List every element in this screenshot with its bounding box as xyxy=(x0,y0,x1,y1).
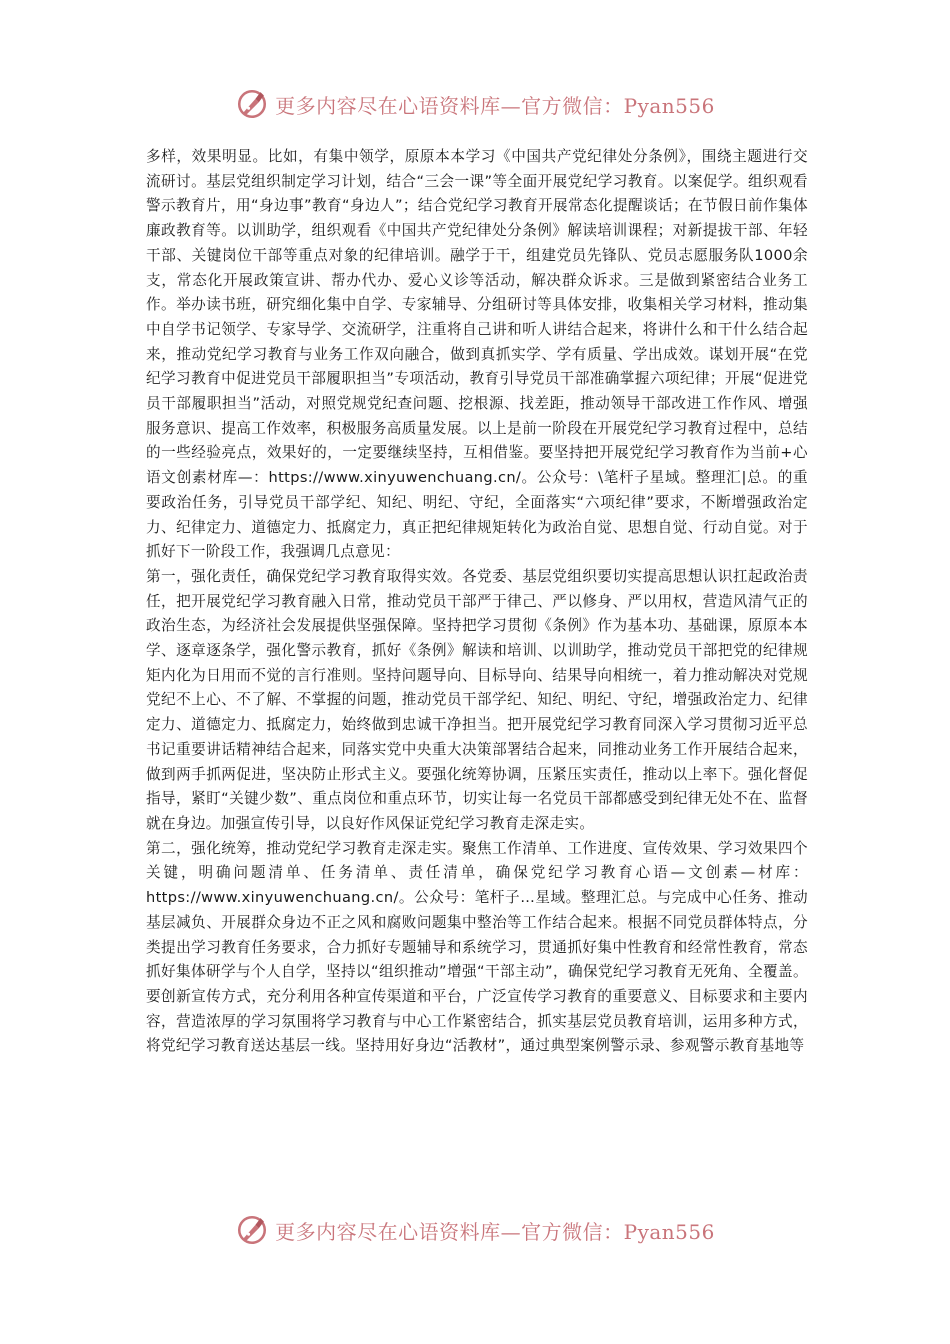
header-banner xyxy=(0,84,950,124)
pen-nib-logo-icon xyxy=(235,87,269,121)
body-paragraph-2: 第一，强化责任，确保党纪学习教育取得实效。各党委、基层党组织要切实提高思想认识扛起政治责任，把开展党纪学习教育融入日常，推动党员干部严于律己、严以修身、严以用权，营造风清气正的政治生态，为经济社会发展提供坚强保障。坚持把学习贯彻《条例》作为基本功、基础课，原原本本学、逐章逐条学，强化警示教育，抓好《条例》解读和培训、以训助学，推动党员干部把党的纪律规矩内化为日用而不觉的言行准则。坚持问题导向、目标导向、结果导向相统一，着力推动解决对党规党纪不上心、不了解、不掌握的问题，推动党员干部学纪、知纪、明纪、守纪，增强政治定力、纪律定力、道德定力、抵腐定力，始终做到忠诚干净担当。把开展党纪学习教育同深入学习贯彻习近平总书记重要讲话精神结合起来，同落实党中央重大决策部署结合起来，同推动业务工作开展结合起来，做到两手抓两促进，坚决防止形式主义。要强化统筹协调，压紧压实责任，推动以上率下。强化督促指导，紧盯“关键少数”、重点岗位和重点环节，切实让每一名党员干部都感受到纪律无处不在、监督就在身边。加强宣传引导，以良好作风保证党纪学习教育走深走实。 xyxy=(146,567,808,832)
document-body xyxy=(146,145,808,1059)
body-paragraph-1: 多样，效果明显。比如，有集中领学，原原本本学习《中国共产党纪律处分条例》，围绕主题进行交流研讨。基层党组织制定学习计划，结合“三会一课”等全面开展党纪学习教育。以案促学。组织观看警示教育片，用“身边事”教育“身边人”；结合党纪学习教育开展常态化提醒谈话；在节假日前作集体廉政教育等。以训助学，组织观看《中国共产党纪律处分条例》解读培训课程；对新提拔干部、年轻干部、关键岗位干部等重点对象的纪律培训。融学于干，组建党员先锋队、党员志愿服务队1000余支，常态化开展政策宣讲、帮办代办、爱心义诊等活动，解决群众诉求。三是做到紧密结合业务工作。举办读书班，研究细化集中自学、专家辅导、分组研讨等具体安排，收集相关学习材料，推动集中自学书记领学、专家导学、交流研学，注重将自己讲和听人讲结合起来，将讲什么和干什么结合起来，推动党纪学习教育与业务工作双向融合，做到真抓实学、学有质量、学出成效。谋划开展“在党纪学习教育中促进党员干部履职担当”专项活动，教育引导党员干部准确掌握六项纪律；开展“促进党员干部履职担当”活动，对照党规党纪查问题、挖根源、找差距，推动领导干部改进工作作风、增强服务意识、提高工作效率，积极服务高质量发展。以上是前一阶段在开展党纪学习教育过程中，总结的一些经验亮点，效果好的，一定要继续坚持，互相借鉴。要坚持把开展党纪学习教育作为当前+心语文创素材库—：https://www.xinyuwenchuang.cn/。公众号：\笔杆子星域。整理汇|总。的重要政治任务，引导党员干部学纪、知纪、明纪、守纪，全面落实“六项纪律”要求，不断增强政治定力、纪律定力、道德定力、抵腐定力，真正把纪律规矩转化为政治自觉、思想自觉、行动自觉。对于抓好下一阶段工作，我强调几点意见： xyxy=(146,148,808,561)
footer-banner xyxy=(0,1210,950,1250)
body-paragraph-3: 第二，强化统筹，推动党纪学习教育走深走实。聚焦工作清单、工作进度、宣传效果、学习效果四个关键，明确问题清单、任务清单、责任清单，确保党纪学习教育心语—文创素—材库：https://www.xinyuwenchuang.cn/。公众号：笔杆子…星域。整理汇总。与完成中心任务、推动基层减负、开展群众身边不正之风和腐败问题集中整治等工作结合起来。根据不同党员群体特点，分类提出学习教育任务要求，合力抓好专题辅导和系统学习，贯通抓好集中性教育和经常性教育，常态抓好集体研学与个人自学，坚持以“组织推动”增强“干部主动”，确保党纪学习教育无死角、全覆盖。要创新宣传方式，充分利用各种宣传渠道和平台，广泛宣传学习教育的重要意义、目标要求和主要内容，营造浓厚的学习氛围将学习教育与中心工作紧密结合，抓实基层党员教育培训，运用多种方式，将党纪学习教育送达基层一线。坚持用好身边“活教材”，通过典型案例警示录、参观警示教育基地等 xyxy=(146,839,808,1055)
pen-nib-logo-icon xyxy=(235,1213,269,1247)
footer-banner-text: 更多内容尽在心语资料库—官方微信：Pyan556 xyxy=(275,1219,715,1244)
header-banner-text: 更多内容尽在心语资料库—官方微信：Pyan556 xyxy=(275,93,715,118)
